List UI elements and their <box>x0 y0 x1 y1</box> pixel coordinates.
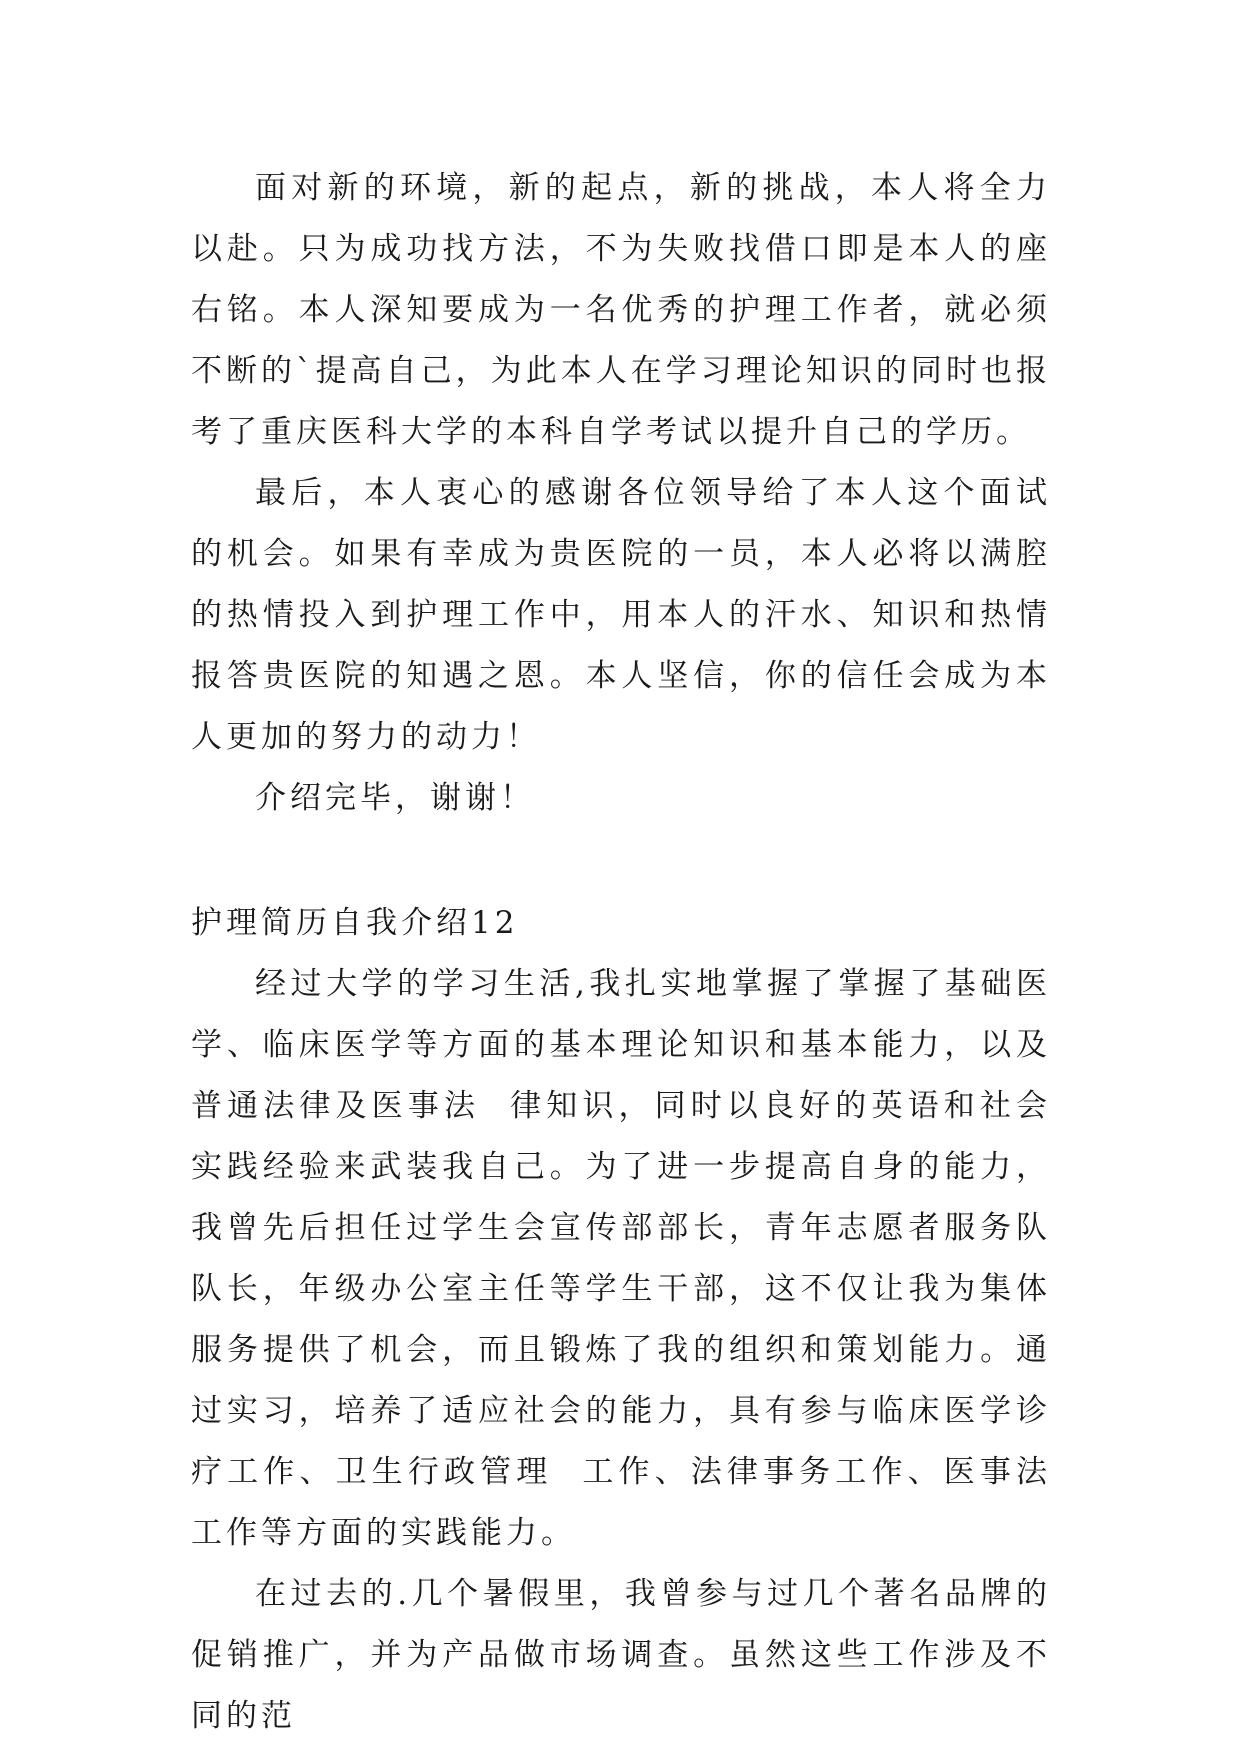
paragraph-summer-work: 在过去的.几个暑假里，我曾参与过几个著名品牌的促销推广，并为产品做市场调查。虽然这些工作涉及不同的范 <box>191 1576 1051 1734</box>
section-title: 护理简历自我介绍12 <box>191 905 519 941</box>
paragraph-thanks: 最后，本人衷心的感谢各位领导给了本人这个面试的机会。如果有幸成为贵医院的一员，本人必将以满腔的热情投入到护理工作中，用本人的汗水、知识和热情报答贵医院的知遇之恩。本人坚信，你的信任会成为本人更加的努力的动力！ <box>191 475 1051 755</box>
paragraph-closing: 介绍完毕，谢谢！ <box>255 780 535 816</box>
paragraph-new-environment: 面对新的环境，新的起点，新的挑战，本人将全力以赴。只为成功找方法，不为失败找借口即是本人的座右铭。本人深知要成为一名优秀的护理工作者，就必须不断的`提高自己，为此本人在学习理论知识的同时也报考了重庆医科大学的本科自学考试以提升自己的学历。 <box>191 170 1051 450</box>
document-body <box>191 158 1051 1747</box>
paragraph-university-study: 经过大学的学习生活,我扎实地掌握了掌握了基础医学、临床医学等方面的基本理论知识和基本能力，以及普通法律及医事法 律知识，同时以良好的英语和社会实践经验来武装我自己。为了进一步提高自身的能力，我曾先后担任过学生会宣传部部长，青年志愿者服务队队长，年级办公室主任等学生干部，这不仅让我为集体服务提供了机会，而且锻炼了我的组织和策划能力。通过实习，培养了适应社会的能力，具有参与临床医学诊疗工作、卫生行政管理 工作、法律事务工作、医事法工作等方面的实践能力。 <box>191 966 1051 1551</box>
